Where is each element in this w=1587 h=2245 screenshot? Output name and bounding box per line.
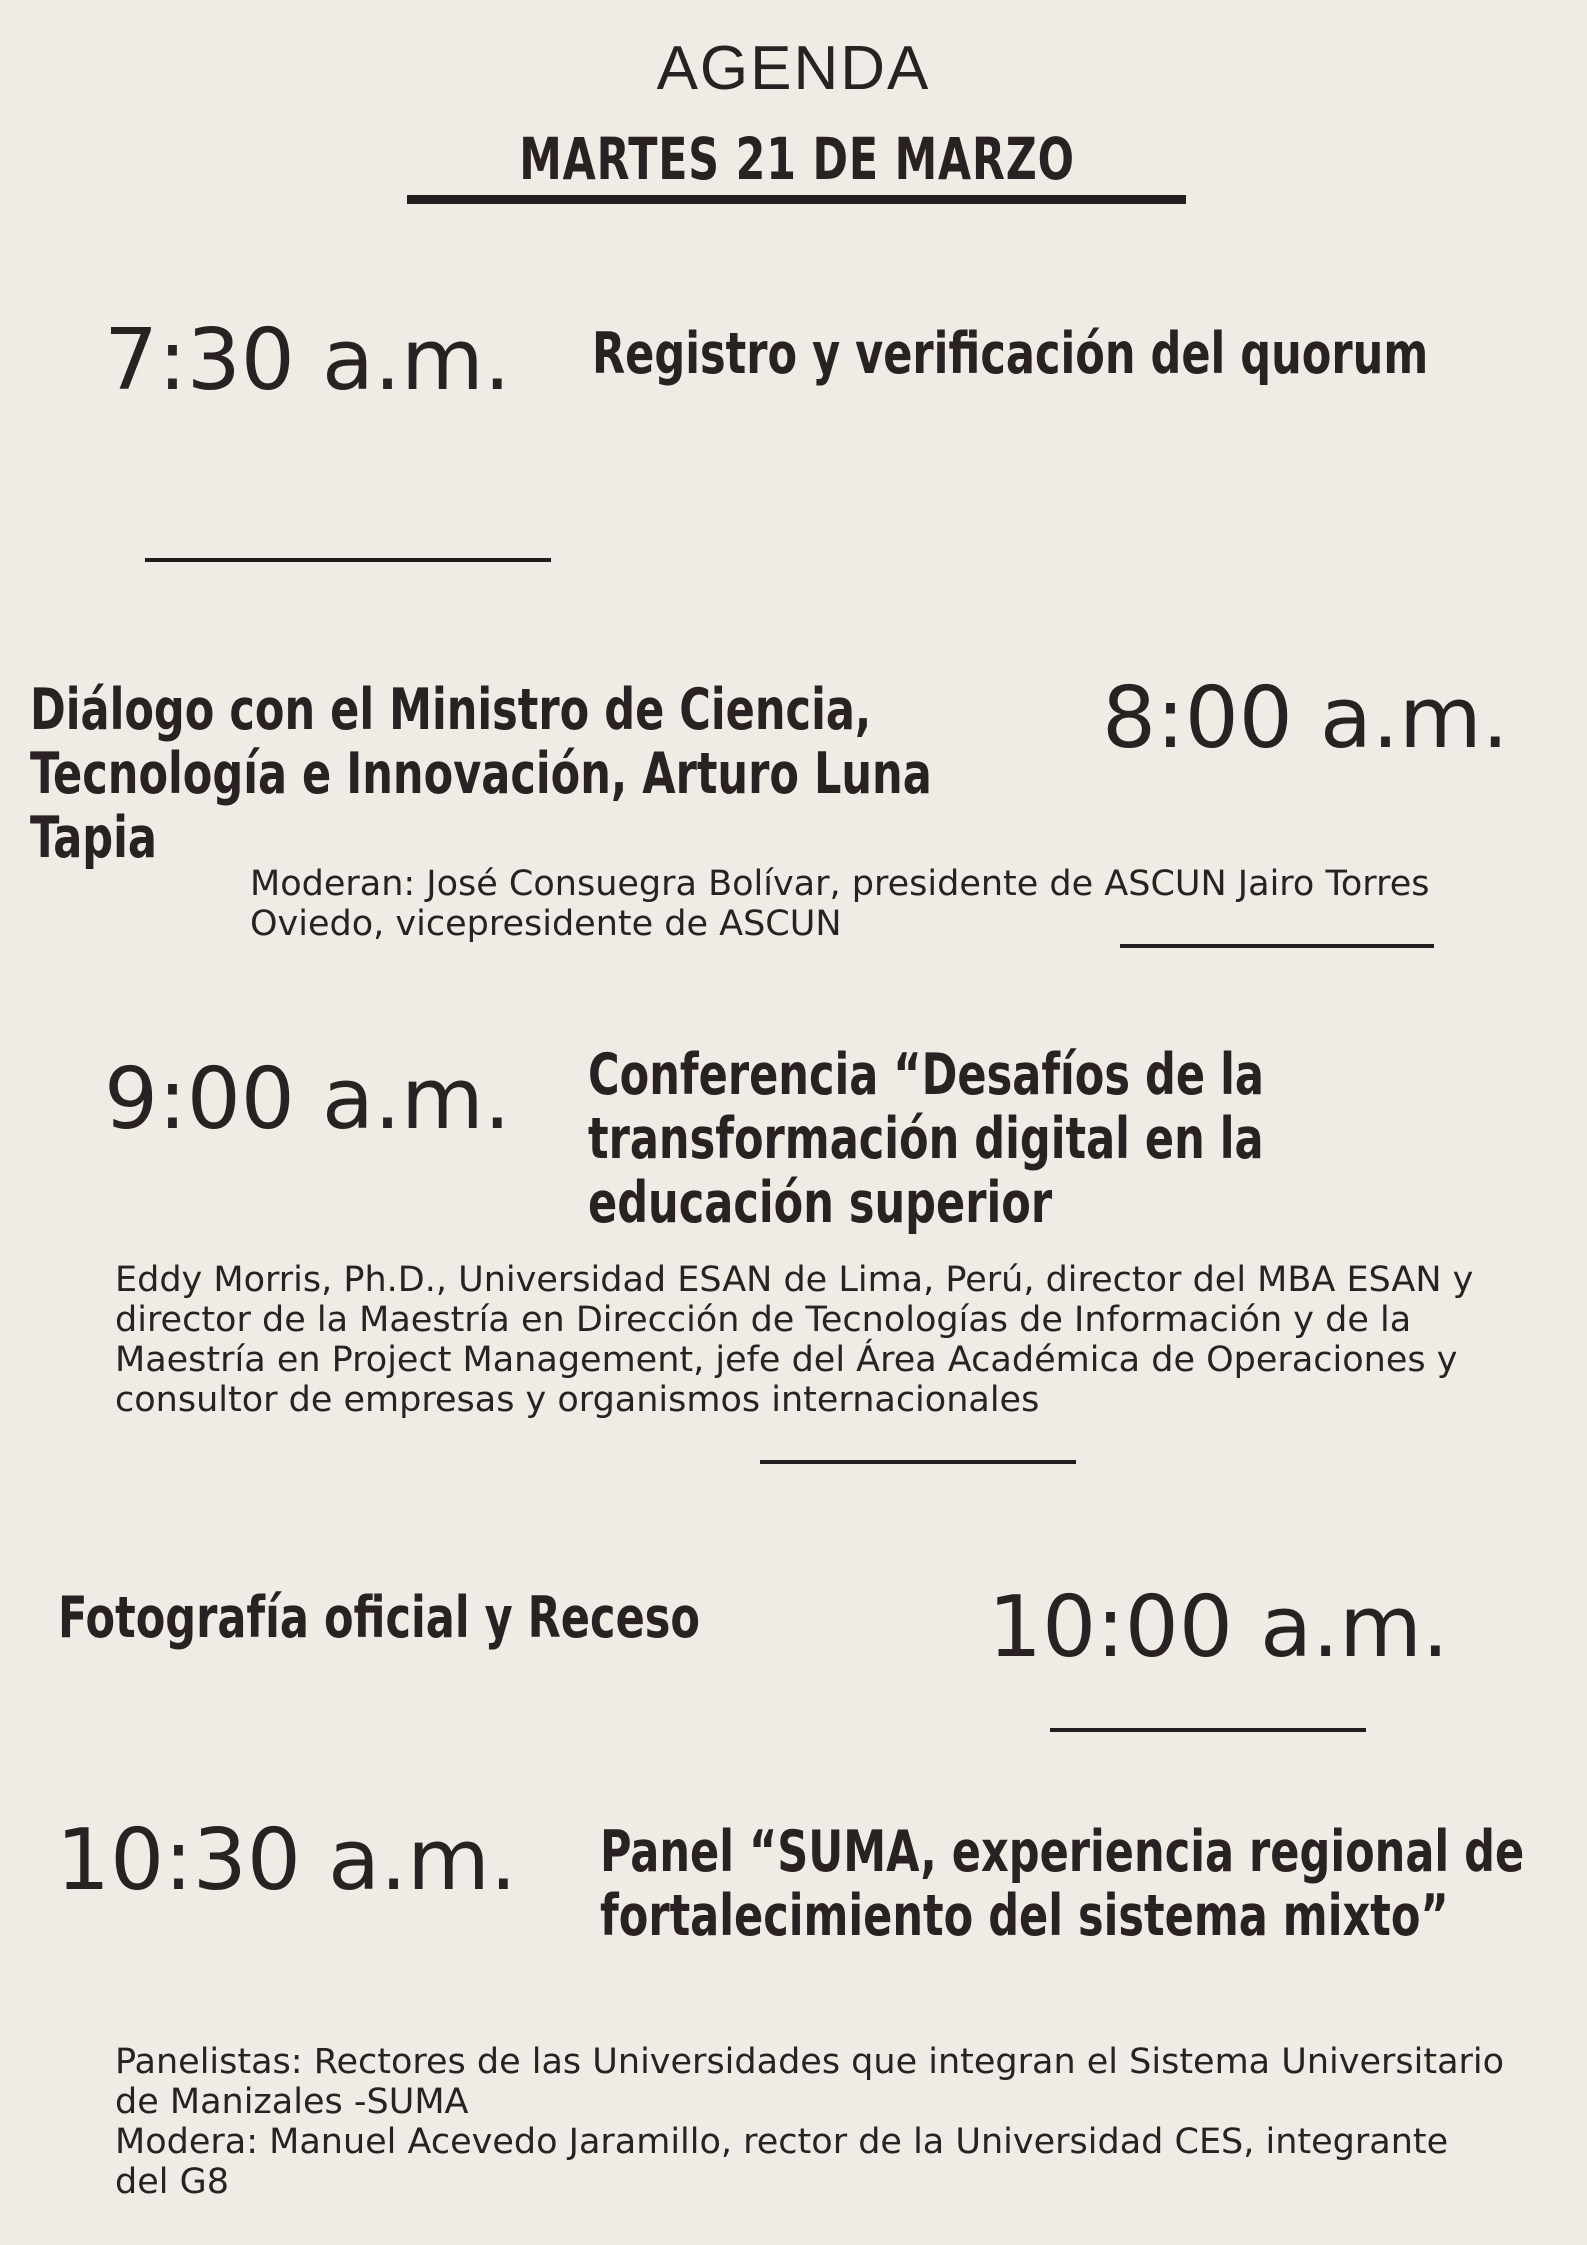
agenda-item-title-dialogo: Diálogo con el Ministro de Ciencia, Tecnología e Innovación, Arturo Luna Tapia [30, 677, 932, 871]
divider [145, 558, 551, 562]
date-heading: MARTES 21 DE MARZO [519, 125, 1075, 193]
time-0730: 7:30 a.m. [104, 311, 511, 410]
date-underline [407, 195, 1186, 204]
agenda-title: AGENDA [656, 34, 931, 103]
divider [1050, 1728, 1366, 1732]
agenda-item-title-registro: Registro y verificación del quorum [592, 321, 1429, 387]
time-0800: 8:00 a.m. [1102, 669, 1509, 768]
agenda-item-title-conferencia: Conferencia “Desafíos de la transformación digital en la educación superior [588, 1042, 1264, 1236]
time-1030: 10:30 a.m. [56, 1811, 517, 1910]
moderator-line: Modera: Manuel Acevedo Jaramillo, rector de la Universidad CES, integrante del G8 [115, 2122, 1449, 2202]
agenda-item-moderators: Moderan: José Consuegra Bolívar, presidente de ASCUN Jairo Torres Oviedo, vicepresidente de ASCUN [250, 864, 1430, 944]
panelists-line: Panelistas: Rectores de las Universidades que integran el Sistema Universitario de Manizales -SUMA [115, 2042, 1505, 2122]
agenda-item-title-panel: Panel “SUMA, experiencia regional de fortalecimiento del sistema mixto” [600, 1819, 1525, 1949]
time-0900: 9:00 a.m. [104, 1050, 511, 1149]
agenda-item-speaker-bio: Eddy Morris, Ph.D., Universidad ESAN de Lima, Perú, director del MBA ESAN y director de la Maestría en Dirección de Tecnologías de Información y de la Maestría en Project Management, jefe del Área Académica de Operaciones y consultor de empresas y organismos internacionales [115, 1260, 1474, 1420]
divider [760, 1460, 1076, 1464]
time-1000: 10:00 a.m. [988, 1578, 1449, 1677]
agenda-item-title-fotografia: Fotografía oficial y Receso [58, 1585, 701, 1651]
agenda-item-panelists [115, 2042, 1505, 2202]
divider [1120, 944, 1434, 948]
